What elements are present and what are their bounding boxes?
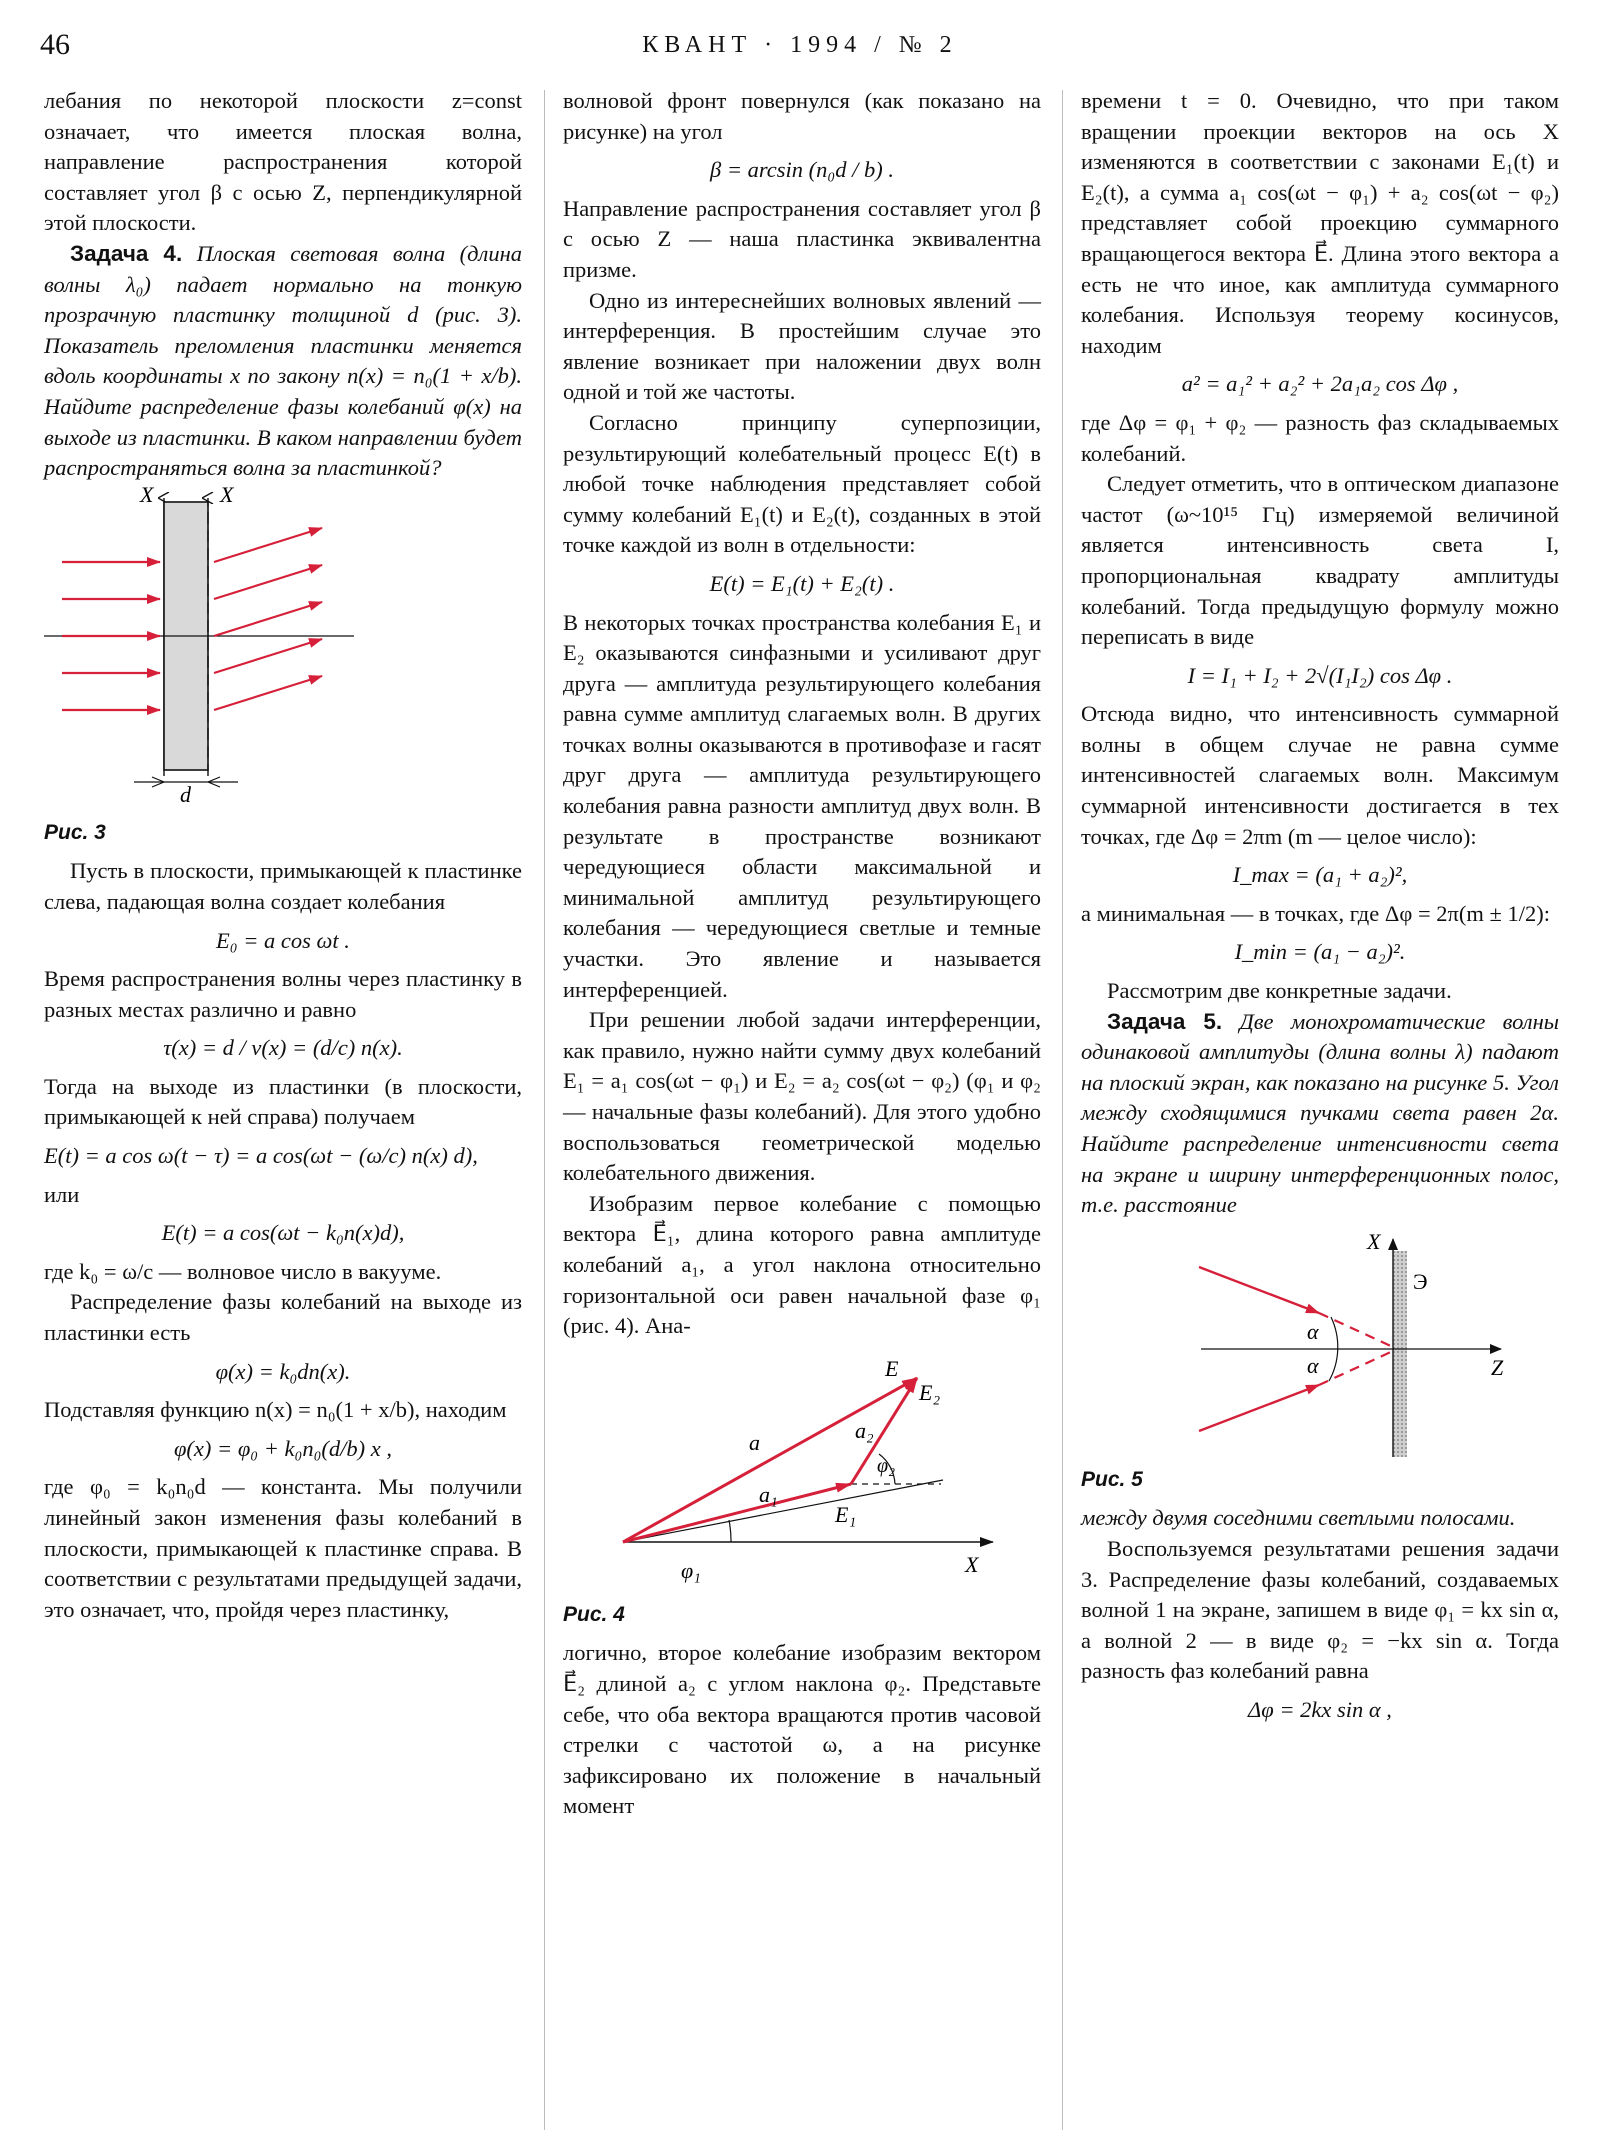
label-E1: E₁ [835, 1501, 857, 1527]
label-X: X [965, 1551, 979, 1577]
column-2 [563, 86, 1041, 1822]
task-4-label: Задача 4. [70, 240, 183, 266]
equation: E₀ = a cos ωt . [216, 927, 350, 953]
paragraph: Изобразим первое колебание с помощью вектора E⃗₁, длина которого равна амплитуде колебаний a₁, а угол наклона относительно горизонтальной оси равен начальной фазе φ₁ (рис. 4). Ана- [563, 1190, 1041, 1339]
column-3 [1081, 86, 1559, 1734]
paragraph: волновой фронт повернулся (как показано на рисунке) на угол [563, 88, 1041, 144]
paragraph: Направление распространения составляет угол β с осью Z — наша пластинка эквивалентна призме. [563, 195, 1041, 282]
column-separator [544, 90, 545, 2130]
equation: φ(x) = φ₀ + k₀n₀(d/b) x , [173, 1435, 393, 1461]
equation: E(t) = E₁(t) + E₂(t) . [709, 570, 895, 596]
figure-4 [563, 1356, 1041, 1596]
page-number: 46 [40, 28, 70, 61]
label-Z: Z [1491, 1354, 1504, 1380]
figure-5-caption: Рис. 5 [1081, 1467, 1143, 1491]
refracted-ray [214, 676, 322, 710]
journal-title: КВАНТ · 1994 / № 2 [642, 32, 958, 58]
column-1 [44, 86, 522, 1625]
incident-rays [62, 562, 160, 710]
paragraph: логично, второе колебание изобразим вектором E⃗₂ длиной a₂ с углом наклона φ₂. Представьте себе, что оба вектора вращаются против часовой стрелки с частотой ω, а на рисунке зафиксировано их положение в начальный момент [563, 1640, 1041, 1819]
task-5-continuation: между двумя соседними светлыми полосами. [1081, 1505, 1516, 1531]
paragraph: где k₀ = ω/c — волновое число в вакууме. [44, 1258, 442, 1284]
label-phi1: φ₁ [681, 1557, 701, 1583]
equation: I_max = (a₁ + a₂)², [1232, 862, 1408, 888]
task-4 [44, 239, 522, 484]
equation: τ(x) = d / v(x) = (d/c) n(x). [163, 1035, 403, 1061]
refracted-ray [214, 639, 322, 673]
paragraph: где Δφ = φ₁ + φ₂ — разность фаз складываемых колебаний. [1081, 409, 1559, 466]
equation: Δφ = 2kx sin α , [1248, 1696, 1392, 1722]
beam-1-dashed [1319, 1313, 1393, 1347]
refracted-ray [214, 528, 322, 562]
equation: a² = a₁² + a₂² + 2a₁a₂ cos Δφ , [1181, 371, 1459, 397]
equation: I_min = (a₁ − a₂)². [1234, 939, 1406, 965]
paragraph: а минимальная — в точках, где Δφ = 2π(m ± 1/2): [1081, 900, 1550, 926]
x-label-right: X [220, 483, 234, 507]
equation: E(t) = a cos ω(t − τ) = a cos(ωt − (ω/c) n(x) d), [44, 1143, 478, 1169]
figure-4-caption: Рис. 4 [563, 1602, 625, 1626]
paragraph: В некоторых точках пространства колебания E₁ и E₂ оказываются синфазными и усиливают друг друга — амплитуда результирующего колебания равна сумме амплитуд слагаемых волн. В других точках волны оказываются в противофазе и гасят друг друга — амплитуда результирующего колебания равна разности амплитуд двух волн. В результате в пространстве возникают чередующиеся области максимальной и минимальной амплитуд результирующего колебания — чередующиеся светлые и темные участки. Это явление и называется интерференцией. [563, 609, 1041, 1002]
label-alpha-top: α [1307, 1318, 1319, 1344]
label-E: E [885, 1355, 899, 1381]
label-a1: a₁ [759, 1481, 778, 1507]
paragraph: Тогда на выходе из пластинки (в плоскости, примыкающей к ней справа) получаем [44, 1073, 522, 1130]
paragraph: где φ₀ = k₀n₀d — константа. Мы получили линейный закон изменения фазы колебаний в плоскости, примыкающей к пластинке справа. В соответствии с результатами предыдущей задачи, это означает, что, пройдя через пластинку, [44, 1474, 522, 1622]
paragraph: Распределение фазы колебаний на выходе из пластинки есть [44, 1289, 522, 1346]
paragraph: времени t = 0. Очевидно, что при таком вращении проекции векторов на ось X изменяются в соответствии с законами E₁(t) и E₂(t), а сумма a₁ cos(ωt − φ₁) + a₂ cos(ωt − φ₂) представляет собой проекцию суммарного вращающегося вектора E⃗. Длина этого вектора a есть не что иное, как амплитуда суммарного колебания. Используя теорему косинусов, находим [1081, 88, 1559, 358]
figure-5 [1081, 1231, 1559, 1461]
page-header [0, 28, 1600, 68]
phi1-arc [729, 1520, 731, 1542]
paragraph: или [44, 1181, 80, 1207]
equation: φ(x) = k₀dn(x). [215, 1358, 351, 1384]
label-alpha-bottom: α [1307, 1352, 1319, 1378]
vector-E [623, 1378, 917, 1542]
refracted-ray [214, 602, 322, 636]
paragraph: Одно из интереснейших волновых явлений — интерференция. В простейшим случае это явление возникает при наложении двух волн одной и той же частоты. [563, 287, 1041, 405]
task-5 [1081, 1007, 1559, 1221]
paragraph: Подставляя функцию n(x) = n₀(1 + x/b), находим [44, 1397, 507, 1423]
paragraph: Следует отметить, что в оптическом диапазоне частот (ω~10¹⁵ Гц) измеряемой величиной является интенсивность света I, пропорциональная квадрату амплитуды колебаний. Тогда предыдущую формулу можно переписать в виде [1081, 471, 1559, 650]
screen [1393, 1251, 1407, 1457]
label-E2: E₂ [919, 1379, 941, 1405]
vector-E1 [623, 1481, 851, 1542]
thickness-label: d [180, 781, 191, 807]
figure-3-caption: Рис. 3 [44, 820, 106, 844]
task-4-text: Плоская световая волна (длина волны λ₀) падает нормально на тонкую прозрачную пластинку толщиной d (рис. 3). Показатель преломления пластинки меняется вдоль координаты x по закону n(x) = n₀(1 + x/b). Найдите распределение фазы колебаний φ(x) на выходе из пластинки. В каком направлении будет распространяться волна за пластинкой? [44, 240, 522, 481]
paragraph: лебания по некоторой плоскости z=const означает, что имеется плоская волна, направление распространения которой составляет угол β с осью Z, перпендикулярной этой плоскости. [44, 88, 522, 236]
paragraph: Согласно принципу суперпозиции, результирующий колебательный процесс E(t) в любой точке наблюдения представляет собой сумму колебаний E₁(t) и E₂(t), созданных в этой точке каждой из волн в отдельности: [563, 409, 1041, 558]
paragraph: Время распространения волны через пластинку в разных местах различно и равно [44, 966, 522, 1022]
label-a: a [749, 1429, 760, 1455]
task-5-text: Две монохроматические волны одинаковой амплитуды (длина волны λ) падают на плоский экран, как показано на рисунке 5. Угол между сходящимися пучками света равен 2α. Найдите распределение интенсивности света на экране и ширину интерференционных полос, т.е. расстояние [1081, 1008, 1560, 1218]
refracted-ray [214, 565, 322, 599]
equation: I = I₁ + I₂ + 2√(I₁I₂) cos Δφ . [1187, 662, 1453, 688]
task-5-label: Задача 5. [1107, 1008, 1223, 1034]
label-phi2: φ₂ [877, 1454, 896, 1477]
column-separator [1062, 90, 1063, 2130]
label-a2: a₂ [855, 1417, 874, 1443]
x-label-left: X [140, 483, 154, 507]
paragraph: Воспользуемся результатами решения задачи 3. Распределение фазы колебаний, создаваемых волной 1 на экране, запишем в виде φ₁ = kx sin α, а волной 2 — в виде φ₂ = −kx sin α. Тогда разность фаз колебаний равна [1081, 1535, 1559, 1684]
paragraph: При решении любой задачи интерференции, как правило, нужно найти сумму двух колебаний E₁ = a₁ cos(ωt − φ₁) и E₂ = a₂ cos(ωt − φ₂) (φ₁ и φ₂ — начальные фазы колебаний). Для этого удобно воспользоваться геометрической моделью колебательного движения. [563, 1007, 1041, 1186]
equation: β = arcsin (n₀d / b) . [710, 157, 894, 183]
label-X: X [1367, 1230, 1381, 1254]
paragraph: Пусть в плоскости, примыкающей к пластинке слева, падающая волна создает колебания [44, 858, 522, 914]
figure-3 [44, 484, 522, 814]
direction-line [623, 1480, 943, 1542]
beam-1 [1199, 1267, 1319, 1313]
paragraph: Рассмотрим две конкретные задачи. [1107, 978, 1452, 1004]
label-screen: Э [1413, 1268, 1428, 1294]
beam-2 [1199, 1385, 1319, 1431]
paragraph: Отсюда видно, что интенсивность суммарной волны в общем случае не равна сумме интенсивностей слагаемых волн. Максимум суммарной интенсивности достигается в тех точках, где Δφ = 2πm (m — целое число): [1081, 701, 1559, 849]
equation: E(t) = a cos(ωt − k₀n(x)d), [161, 1220, 405, 1246]
refracted-rays [214, 528, 322, 710]
